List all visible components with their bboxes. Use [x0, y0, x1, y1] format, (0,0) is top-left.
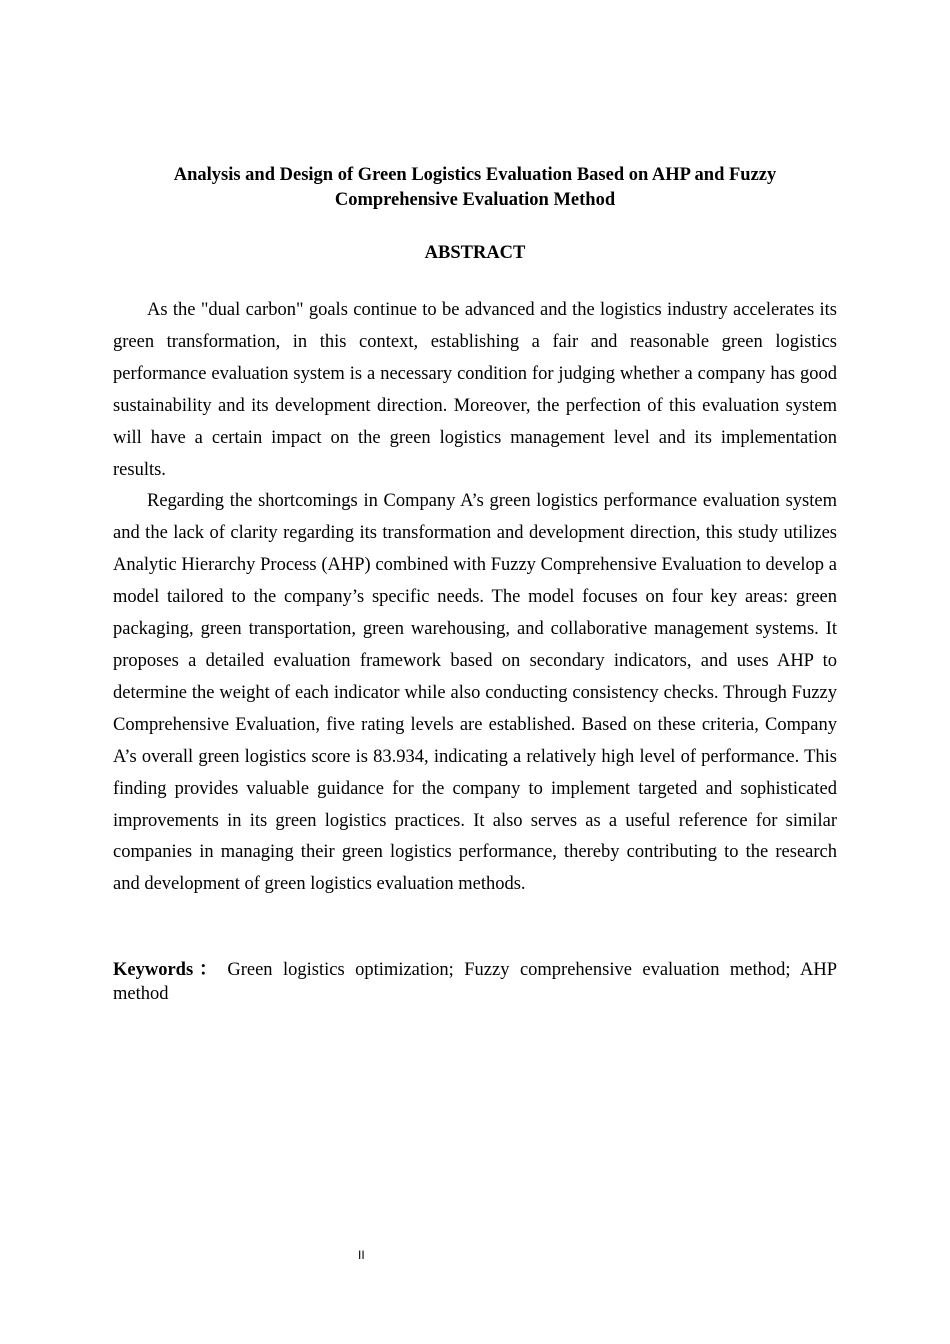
page-number: II	[358, 1248, 365, 1262]
keywords-separator: ：	[193, 960, 224, 980]
abstract-body	[113, 295, 837, 901]
keywords-label: Keywords	[113, 960, 194, 980]
abstract-heading: ABSTRACT	[424, 243, 526, 263]
abstract-paragraph: Regarding the shortcomings in Company A’s green logistics performance evaluation system and the lack of clarity regarding its transformation and development direction, this study utilizes Analytic Hierarchy Process (AHP) combined with Fuzzy Comprehensive Evaluation to develop a model tailored to the company’s specific needs. The model focuses on four key areas: green packaging, green transportation, green warehousing, and collaborative management systems. It proposes a detailed evaluation framework based on secondary indicators, and uses AHP to determine the weight of each indicator while also conducting consistency checks. Through Fuzzy Comprehensive Evaluation, five rating levels are established. Based on these criteria, Company A’s overall green logistics score is 83.934, indicating a relatively high level of performance. This finding provides valuable guidance for the company to implement targeted and sophisticated improvements in its green logistics practices. It also serves as a useful reference for similar companies in managing their green logistics performance, thereby contributing to the research and development of green logistics evaluation methods.	[113, 491, 837, 895]
abstract-paragraph: As the "dual carbon" goals continue to be advanced and the logistics industry accelerates its green transformation, in this context, establishing a fair and reasonable green logistics performance evaluation system is a necessary condition for judging whether a company has good sustainability and its development direction. Moreover, the perfection of this evaluation system will have a certain impact on the green logistics management level and its implementation results.	[113, 300, 837, 480]
document-title: Analysis and Design of Green Logistics Evaluation Based on AHP and Fuzzy Comprehensive Evaluation Method	[173, 165, 777, 210]
keywords-text: Green logistics optimization; Fuzzy comprehensive evaluation method; AHP method	[113, 960, 837, 1004]
keywords-line	[113, 958, 837, 1006]
